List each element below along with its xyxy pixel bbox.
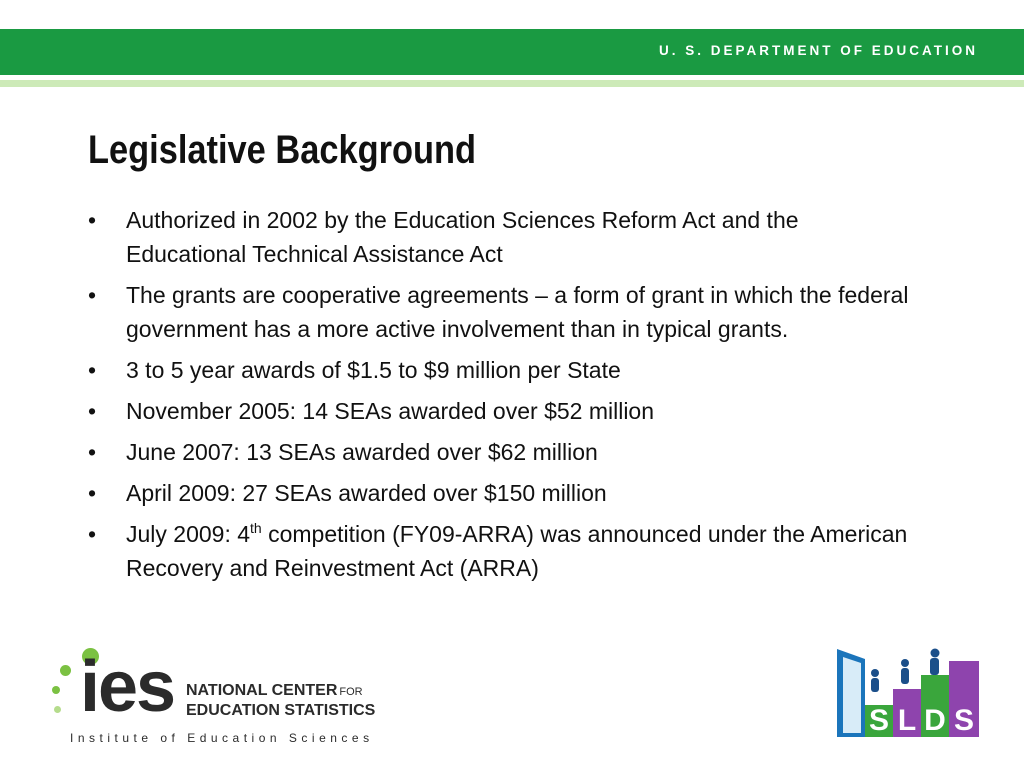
department-name: U. S. DEPARTMENT OF EDUCATION bbox=[659, 43, 978, 58]
bullet-item: • 3 to 5 year awards of $1.5 to $9 million per State bbox=[88, 353, 918, 387]
slds-letter: S bbox=[868, 704, 889, 737]
bullet-item: • The grants are cooperative agreements – a form of grant in which the federal government has a more active involvement than in typical grants. bbox=[88, 278, 918, 346]
slide-title: Legislative Background bbox=[88, 128, 477, 172]
ies-dot-tiny bbox=[54, 706, 61, 713]
ies-line1-text: NATIONAL CENTER bbox=[186, 682, 338, 699]
bullet-suffix: competition (FY09-ARRA) was announced under the American Recovery and Reinvestment Act (ARRA) bbox=[126, 521, 908, 581]
slds-letter: D bbox=[924, 704, 946, 737]
bullet-item: • June 2007: 13 SEAs awarded over $62 million bbox=[88, 435, 918, 469]
ies-dot-small bbox=[52, 686, 60, 694]
ies-subtitle: Institute of Education Sciences bbox=[70, 731, 374, 745]
bullet-item: • November 2005: 14 SEAs awarded over $52 million bbox=[88, 394, 918, 428]
bullet-prefix: July 2009: 4 bbox=[126, 521, 251, 547]
header-underline bbox=[0, 80, 1024, 87]
slds-letter: L bbox=[897, 704, 917, 737]
ies-line1-small: FOR bbox=[339, 686, 363, 698]
bullet-item: • April 2009: 27 SEAs awarded over $150 million bbox=[88, 476, 918, 510]
ies-line-national-center bbox=[186, 682, 363, 700]
slds-logo bbox=[835, 645, 983, 737]
ies-logo bbox=[50, 645, 395, 750]
bullet-item: • Authorized in 2002 by the Education Sciences Reform Act and the Educational Technical Assistance Act bbox=[88, 203, 918, 271]
ies-wordmark: ies bbox=[80, 647, 175, 727]
slds-door-panel bbox=[843, 657, 861, 733]
slds-letters bbox=[865, 705, 979, 737]
slds-letter: S bbox=[953, 704, 974, 737]
ies-dot-medium bbox=[60, 665, 71, 676]
bullet-list bbox=[88, 203, 918, 592]
ies-line-education-statistics: EDUCATION STATISTICS bbox=[186, 702, 376, 719]
header-band bbox=[0, 29, 1024, 75]
ordinal-superscript: th bbox=[250, 520, 262, 536]
bullet-item-arra bbox=[88, 517, 918, 585]
